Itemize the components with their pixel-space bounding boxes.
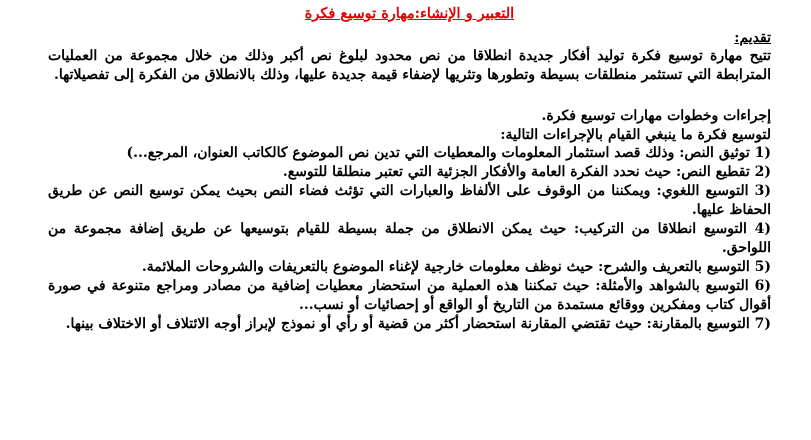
intro-paragraph: تتيح مهارة توسيع فكرة توليد أفكار جديدة انطلاقا من نص محدود لبلوغ نص أكبر وذلك من خلال مجموعة من العمليات المترابطة التي تستثمر منطلقات بسيطة وتطورها وتثريها لإضفاء قيمة جديدة عليها، وذلك بالانطلاق من الفكرة إلى تفصيلاتها. [48,48,771,83]
step-text: توثيق النص: وذلك قصد استثمار المعلومات والمعطيات التي تدين نص الموضوع كالكاتب العنوان، المرجع...) [126,145,750,161]
step-item [48,182,771,220]
step-number: 2) [754,164,771,180]
step-text: التوسيع بالتعريف والشرح: حيث نوظف معلومات خارجية لإغناء الموضوع بالتعريفات والشروحات الملائمة. [141,259,750,275]
step-item [48,144,771,163]
step-text: التوسيع بالشواهد والأمثلة: حيث تمكننا هذه العملية من استحضار معطيات إضافية من مصادر ومراجع متنوعة في صورة أقوال كتاب ومفكرين ووقائع مستمدة من التاريخ أو الواقع أو إحصائيات أو نسب... [48,278,771,313]
step-text: تقطيع النص: حيث نحدد الفكرة العامة والأفكار الجزئية التي تعتبر منطلقا للتوسع. [282,164,750,180]
step-number: 5) [754,259,771,275]
intro-heading: تقديم: [734,30,771,46]
step-item [48,163,771,182]
steps-list [48,144,771,334]
step-number: 3) [754,183,772,199]
document-title [48,4,771,24]
step-number: 6) [754,278,771,294]
step-text: التوسيع اللغوي: ويمكننا من الوقوف على الألفاظ والعبارات التي تؤثث فضاء النص بحيث يمكن توسيع النص عن طريق الحفاظ عليها. [48,183,771,218]
step-item [48,277,771,315]
procedures-heading: إجراءات وخطوات مهارات توسيع فكرة. [541,108,771,124]
step-item [48,258,771,277]
step-text: التوسيع انطلاقا من التركيب: حيث يمكن الانطلاق من جملة بسيطة للقيام بتوسيعها عن طريق إضافة مجموعة من اللواحق. [48,221,771,256]
document-title-text: التعبير و الإنشاء:مهارة توسيع فكرة [304,5,515,22]
step-item [48,220,771,258]
step-number: 4) [754,221,772,237]
procedures-intro: لتوسيع فكرة ما ينبغي القيام بالإجراءات التالية: [500,126,771,143]
step-text: التوسيع بالمقارنة: حيث تقتضي المقارنة استحضار أكثر من قضية أو رأي أو نموذج لإبراز أوجه الائتلاف أو الاختلاف بينها. [65,316,750,332]
step-number: 7) [754,316,771,332]
step-item [48,315,771,334]
step-number: 1) [754,145,771,161]
